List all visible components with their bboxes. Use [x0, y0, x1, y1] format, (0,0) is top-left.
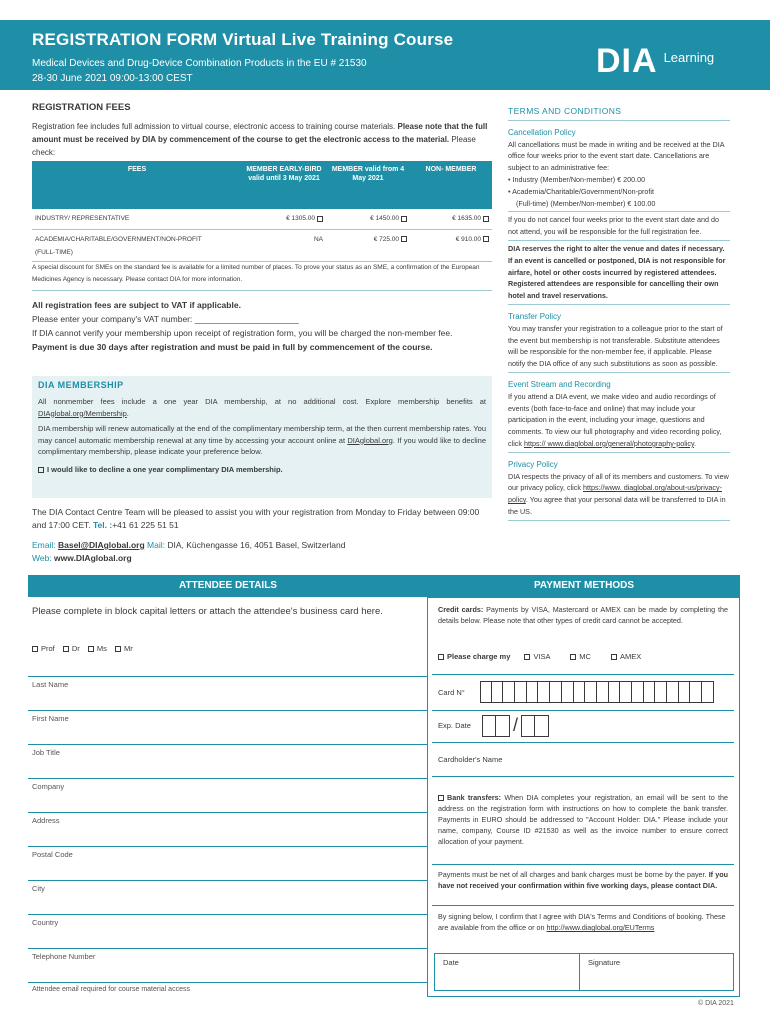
text: All nonmember fees include a one year DIA membership, at no additional cost. Explore membership benefits at: [38, 397, 486, 406]
text: . If you would like to decline complimentary membership, please indicate your preference below.: [38, 435, 486, 456]
decline-membership-option[interactable]: [38, 464, 486, 476]
membership-link[interactable]: DIAglobal.org/Membership: [38, 408, 127, 418]
terms-title: TERMS AND CONDITIONS: [508, 106, 730, 121]
exp-date-input[interactable]: [482, 715, 549, 739]
bank-label: Bank transfers:: [447, 793, 502, 802]
first-name-field[interactable]: First Name: [28, 710, 428, 744]
email-link[interactable]: Basel@DIAglobal.org: [57, 540, 145, 550]
divider: [432, 905, 734, 906]
payment-header: PAYMENT METHODS: [428, 575, 740, 597]
cancellation-bold: DIA reserves the right to alter the venue and dates if necessary. If an event is cancelled or postponed, DIA is not responsible for airfare, hotel or other costs incurred by registered attendees. Registered attendees are responsible for cancelling their own hotel and travel reservations.: [508, 243, 730, 305]
charge-option[interactable]: [438, 652, 510, 661]
checkbox[interactable]: [401, 216, 407, 222]
empty-cell: [326, 249, 410, 261]
privacy-policy-link[interactable]: https://www. diaglobal.org/about-us/privacy-policy: [508, 483, 722, 505]
header-banner: [0, 20, 770, 90]
exp-date-label: Exp. Date: [438, 721, 471, 730]
title-option[interactable]: [115, 644, 133, 653]
title-label: Prof: [41, 644, 55, 653]
cancellation-bullet: • Academia/Charitable/Government/Non-profit: [508, 186, 654, 196]
card-label: MC: [579, 652, 591, 661]
net-payment-text: [438, 869, 728, 891]
fee-value: € 910.00: [455, 235, 481, 243]
address-field[interactable]: Address: [28, 812, 428, 846]
credit-label: Credit cards:: [438, 605, 484, 614]
mc-option[interactable]: [570, 652, 591, 661]
charge-label: Please charge my: [447, 652, 511, 661]
amex-option[interactable]: [611, 652, 641, 661]
text: DIA respects the privacy of all of its members and customers. To view our privacy policy, click: [508, 471, 729, 493]
fee-cell[interactable]: [410, 209, 492, 229]
title-label: Dr: [71, 644, 80, 653]
checkbox[interactable]: [88, 646, 94, 652]
member-col-header: MEMBER valid from 4 May 2021: [326, 161, 410, 209]
contact-info: [32, 506, 492, 532]
fee-value: NA: [313, 235, 323, 243]
digit-box[interactable]: [585, 681, 597, 703]
city-field[interactable]: City: [28, 880, 428, 914]
cancellation-text: All cancellations must be made in writing and be received at the DIA office four weeks prior to the event start date. Cancellations are subject to an administrative fee:: [508, 139, 725, 173]
table-row: [32, 229, 492, 249]
telephone-field[interactable]: Telephone Number: [28, 948, 428, 982]
exp-box[interactable]: [521, 715, 535, 737]
bank-transfer-text: [438, 792, 728, 847]
divider: [432, 710, 734, 711]
copyright: © DIA 2021: [698, 1000, 734, 1007]
table-row: [32, 209, 492, 229]
text-bold: If you have not received your confirmation within five working days, please contact DIA.: [438, 870, 728, 890]
last-name-field[interactable]: Last Name: [28, 676, 428, 710]
membership-p1: [38, 396, 486, 419]
empty-cell: [242, 249, 326, 261]
fees-intro-bold: Please note that the full amount must be received by DIA by commencement of the course to get the electronic access to the material.: [32, 122, 488, 144]
text: By signing below, I confirm that I agree with DIA's Terms and Conditions of booking. These are available from the office or on: [438, 912, 726, 932]
credit-card-text: [438, 604, 728, 626]
nonmember-col-header: NON- MEMBER: [410, 161, 492, 209]
photo-policy-link[interactable]: https:// www.diaglobal.org/general/photography-policy: [523, 438, 695, 448]
divider: [432, 864, 734, 865]
tel-label: Tel. :: [92, 520, 113, 530]
transfer-heading: Transfer Policy: [508, 311, 562, 321]
contact-block: [32, 506, 492, 565]
mail-label: Mail:: [144, 540, 168, 550]
checkbox[interactable]: [32, 646, 38, 652]
digit-box[interactable]: [620, 681, 632, 703]
checkbox[interactable]: [438, 795, 444, 801]
text: .: [694, 438, 697, 448]
fees-header-row: [32, 161, 492, 209]
early-bird-col-header: MEMBER EARLY-BIRD valid until 3 May 2021: [242, 161, 326, 209]
terms-column: [508, 106, 730, 521]
fee-cell[interactable]: [326, 229, 410, 249]
course-date: 28-30 June 2021 09:00-13:00 CEST: [32, 73, 193, 84]
membership-p2: [38, 423, 486, 458]
digit-box[interactable]: [679, 681, 691, 703]
tel-number[interactable]: +41 61 225 51 51: [112, 520, 179, 530]
membership-box: [32, 376, 492, 498]
text: .: [126, 408, 129, 418]
empty-cell: [410, 249, 492, 261]
fee-cell[interactable]: [242, 209, 326, 229]
text: The DIA Contact Centre Team will be pleased to assist you with your registration from Monday to Friday between 09:00 and 17:00 CET.: [32, 507, 480, 530]
text: Payments by VISA, Mastercard or AMEX can be made by completing the details below. Please note that other types of credit card cannot be accepted.: [438, 605, 728, 625]
digit-box[interactable]: [562, 681, 574, 703]
digit-box[interactable]: [503, 681, 515, 703]
text: DIA membership will renew automatically at the end of the complimentary membership term, at the then current membership rates. You may cancel automatic membership renewal at any time by accessing your account online at: [38, 424, 486, 445]
divider: [432, 674, 734, 675]
title-option[interactable]: [88, 644, 107, 653]
signature-box: [434, 953, 734, 991]
digit-box[interactable]: [597, 681, 609, 703]
cancellation-heading: Cancellation Policy: [508, 127, 576, 137]
cancellation-bullet: (Full-time) (Member/Non-member) € 100.00: [508, 198, 730, 213]
card-type-options: [438, 652, 641, 661]
contact-web-line: [32, 552, 492, 565]
payment-due-note: Payment is due 30 days after registration and must be paid in full by commencement of the course.: [32, 342, 433, 352]
fee-cell[interactable]: [410, 229, 492, 249]
vat-number-field[interactable]: Please enter your company's VAT number: ______________________: [32, 314, 299, 324]
digit-box[interactable]: [574, 681, 586, 703]
privacy-text: [508, 471, 730, 521]
digit-box[interactable]: [550, 681, 562, 703]
fee-cell[interactable]: [326, 209, 410, 229]
fee-value: € 1450.00: [370, 215, 399, 223]
fee-value: € 725.00: [373, 235, 399, 243]
digit-box[interactable]: [644, 681, 656, 703]
text: When DIA completes your registration, an email will be sent to the address on the registration form with instructions on how to complete the bank transfer. Payments in EURO should be addressed to "Account Holder: DIA." Please include your name, company, Course ID #21530 as well as the invoice number to ensure correct allocation of your payment.: [438, 793, 728, 846]
contact-email-line: [32, 539, 492, 552]
checkbox[interactable]: [401, 236, 407, 242]
checkbox[interactable]: [63, 646, 69, 652]
digit-box[interactable]: [480, 681, 492, 703]
privacy-heading: Privacy Policy: [508, 459, 558, 469]
cardholder-field[interactable]: Cardholder's Name: [438, 755, 503, 764]
checkbox[interactable]: [483, 236, 489, 242]
text: . You agree that your personal data will be transferred to DIA in the US.: [508, 495, 726, 516]
vat-note: If DIA cannot verify your membership upon receipt of registration form, you will be charged the non-member fee.: [32, 328, 453, 338]
title-label: Mr: [123, 644, 133, 653]
checkbox[interactable]: [483, 216, 489, 222]
digit-box[interactable]: [538, 681, 550, 703]
row-label: INDUSTRY/ REPRESENTATIVE: [32, 209, 242, 229]
exp-box[interactable]: [535, 715, 549, 737]
fees-intro: [32, 120, 492, 159]
divider: [432, 776, 734, 777]
dia-link[interactable]: DIAglobal.org: [347, 435, 393, 445]
fee-value: € 1305.00: [286, 215, 315, 223]
checkbox[interactable]: [524, 654, 530, 660]
cancellation-text-2: If you do not cancel four weeks prior to the event start date and do not attend, you will be responsible for the full registration fee.: [508, 214, 730, 241]
text: Payments must be net of all charges and bank charges must be borne by the payer.: [438, 870, 709, 879]
membership-title: DIA MEMBERSHIP: [38, 380, 124, 390]
web-label: Web:: [32, 553, 55, 563]
cancellation-bullet: • Industry (Member/Non-member) € 200.00: [508, 174, 646, 184]
eu-terms-link[interactable]: http://www.diaglobal.org/EUTerms: [546, 923, 655, 932]
title-options: [32, 644, 133, 653]
stream-heading: Event Stream and Recording: [508, 379, 611, 389]
checkbox[interactable]: [317, 216, 323, 222]
exp-box[interactable]: [482, 715, 496, 737]
decline-label: I would like to decline a one year complimentary DIA membership.: [47, 464, 283, 474]
web-link[interactable]: www.DIAglobal.org: [54, 553, 132, 563]
logo-sub: Learning: [663, 49, 715, 65]
digit-box[interactable]: [702, 681, 714, 703]
exp-box[interactable]: [496, 715, 510, 737]
checkbox[interactable]: [570, 654, 576, 660]
country-field[interactable]: Country: [28, 914, 428, 948]
visa-option[interactable]: [524, 652, 550, 661]
card-number-input[interactable]: [480, 681, 714, 703]
signature-field[interactable]: Signature: [588, 958, 621, 967]
signing-text: [438, 911, 728, 933]
divider: [432, 742, 734, 743]
digit-box[interactable]: [527, 681, 539, 703]
vat-block: [32, 298, 492, 354]
vat-line: All registration fees are subject to VAT if applicable.: [32, 300, 241, 310]
slash-glyph: /: [513, 715, 519, 735]
company-field[interactable]: Company: [28, 778, 428, 812]
digit-box[interactable]: [690, 681, 702, 703]
title-option[interactable]: [63, 644, 80, 653]
stream-text: [508, 391, 730, 453]
fees-intro-end: Please check:: [32, 135, 476, 157]
digit-box[interactable]: [515, 681, 527, 703]
fees-intro-text: Registration fee includes full admission to virtual course, electronic access to training course materials.: [32, 122, 398, 131]
date-field[interactable]: Date: [435, 954, 580, 990]
table-row: [32, 249, 492, 261]
fees-table: [32, 161, 492, 262]
fees-col-header: FEES: [32, 161, 242, 209]
transfer-text: You may transfer your registration to a colleague prior to the start of the event but membership is not transferable. Substitute attendees will be responsible for the non-member fee, if applicable. Please notify the DIA office of any such substitutions as soon as possible.: [508, 323, 730, 373]
fees-title: REGISTRATION FEES: [32, 102, 131, 113]
logo-main: DIA: [596, 41, 658, 80]
course-subtitle: Medical Devices and Drug-Device Combination Products in the EU # 21530: [32, 58, 367, 69]
checkbox[interactable]: [115, 646, 121, 652]
mail-address: DIA, Küchengasse 16, 4051 Basel, Switzerland: [167, 540, 346, 550]
checkbox[interactable]: [611, 654, 617, 660]
digit-box[interactable]: [667, 681, 679, 703]
row-label: ACADEMIA/CHARITABLE/GOVERNMENT/NON-PROFIT: [35, 235, 202, 243]
divider: [28, 982, 428, 983]
row-label: (FULL-TIME): [32, 249, 242, 261]
title-option[interactable]: [32, 644, 55, 653]
fee-cell: [242, 229, 326, 249]
card-label: AMEX: [620, 652, 642, 661]
digit-box[interactable]: [655, 681, 667, 703]
fee-value: € 1635.00: [452, 215, 481, 223]
sme-discount-note: A special discount for SMEs on the standard fee is available for a limited number of places. To prove your status as an SME, a confirmation of the European Medicines Agency is necessary. Please contact DIA for more information.: [32, 262, 492, 291]
checkbox[interactable]: [438, 654, 444, 660]
checkbox[interactable]: [38, 467, 44, 473]
attendee-header: ATTENDEE DETAILS: [28, 575, 428, 597]
digit-box[interactable]: [609, 681, 621, 703]
email-required-note: Attendee email required for course material access: [32, 986, 190, 993]
form-title: REGISTRATION FORM Virtual Live Training Course: [32, 30, 454, 49]
digit-box[interactable]: [632, 681, 644, 703]
digit-box[interactable]: [492, 681, 504, 703]
text: If you attend a DIA event, we make video and audio recordings of events (both face-to-face and online) that may include your participation in the event, including your image, questions and comments. To view our full photography and video recording policy, click: [508, 391, 722, 448]
postal-code-field[interactable]: Postal Code: [28, 846, 428, 880]
card-number-label: Card N°: [438, 688, 465, 697]
attendee-intro: Please complete in block capital letters or attach the attendee's business card here.: [32, 606, 383, 617]
email-label: Email:: [32, 540, 58, 550]
dia-logo: [596, 41, 715, 80]
card-label: VISA: [533, 652, 551, 661]
job-title-field[interactable]: Job Title: [28, 744, 428, 778]
title-label: Ms: [96, 644, 107, 653]
